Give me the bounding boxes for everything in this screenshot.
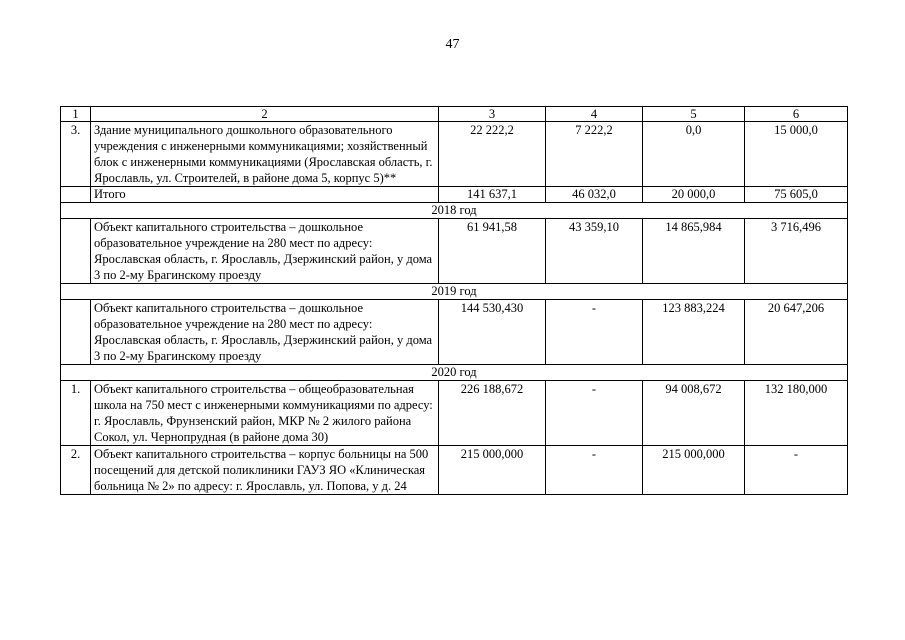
table-row	[61, 300, 848, 365]
year-heading: 2019 год	[61, 284, 848, 300]
object-description: Здание муниципального дошкольного образовательного учреждения с инженерными коммуникациями; хозяйственный блок с инженерными коммуникациями (Ярославская область, г. Ярославль, ул. Строителей, в районе дома 5, корпус 5)**	[91, 122, 439, 187]
total-row	[61, 187, 848, 203]
amount-col4: -	[546, 446, 643, 495]
object-description: Объект капитального строительства – дошкольное образовательное учреждение на 280 мест по адресу: Ярославская область, г. Ярославль, Дзержинский район, у дома 3 по 2-му Брагинскому проезду	[91, 300, 439, 365]
table-row	[61, 381, 848, 446]
amount-col4: 46 032,0	[546, 187, 643, 203]
amount-col6: 132 180,000	[745, 381, 848, 446]
amount-col4: -	[546, 381, 643, 446]
amount-col4: 43 359,10	[546, 219, 643, 284]
row-index	[61, 187, 91, 203]
amount-col5: 94 008,672	[643, 381, 745, 446]
column-number-row	[61, 107, 848, 122]
year-row	[61, 284, 848, 300]
year-row	[61, 203, 848, 219]
amount-col6: 20 647,206	[745, 300, 848, 365]
column-number: 6	[745, 107, 848, 122]
amount-total: 22 222,2	[439, 122, 546, 187]
budget-table	[60, 106, 848, 495]
amount-col4: 7 222,2	[546, 122, 643, 187]
amount-col6: 75 605,0	[745, 187, 848, 203]
table-row	[61, 446, 848, 495]
amount-total: 144 530,430	[439, 300, 546, 365]
object-description: Объект капитального строительства – дошкольное образовательное учреждение на 280 мест по адресу: Ярославская область, г. Ярославль, Дзержинский район, у дома 3 по 2-му Брагинскому проезду	[91, 219, 439, 284]
amount-total: 61 941,58	[439, 219, 546, 284]
amount-col5: 123 883,224	[643, 300, 745, 365]
amount-col5: 14 865,984	[643, 219, 745, 284]
amount-col6: 15 000,0	[745, 122, 848, 187]
column-number: 1	[61, 107, 91, 122]
amount-col6: 3 716,496	[745, 219, 848, 284]
year-row	[61, 365, 848, 381]
table-row	[61, 219, 848, 284]
amount-total: 141 637,1	[439, 187, 546, 203]
amount-col5: 215 000,000	[643, 446, 745, 495]
total-label: Итого	[91, 187, 439, 203]
page-number: 47	[445, 37, 460, 52]
row-index: 1.	[61, 381, 91, 446]
column-number: 4	[546, 107, 643, 122]
object-description: Объект капитального строительства – общеобразовательная школа на 750 мест с инженерными коммуникациями по адресу: г. Ярославль, Фрунзенский район, МКР № 2 жилого района Сокол, ул. Чернопрудная (в районе дома 30)	[91, 381, 439, 446]
row-index: 3.	[61, 122, 91, 187]
amount-col5: 0,0	[643, 122, 745, 187]
amount-col4: -	[546, 300, 643, 365]
column-number: 3	[439, 107, 546, 122]
amount-total: 215 000,000	[439, 446, 546, 495]
year-heading: 2018 год	[61, 203, 848, 219]
row-index	[61, 219, 91, 284]
column-number: 5	[643, 107, 745, 122]
amount-col6: -	[745, 446, 848, 495]
amount-col5: 20 000,0	[643, 187, 745, 203]
row-index: 2.	[61, 446, 91, 495]
object-description: Объект капитального строительства – корпус больницы на 500 посещений для детской поликлиники ГАУЗ ЯО «Клиническая больница № 2» по адресу: г. Ярославль, ул. Попова, у д. 24	[91, 446, 439, 495]
table-row	[61, 122, 848, 187]
amount-total: 226 188,672	[439, 381, 546, 446]
column-number: 2	[91, 107, 439, 122]
row-index	[61, 300, 91, 365]
year-heading: 2020 год	[61, 365, 848, 381]
